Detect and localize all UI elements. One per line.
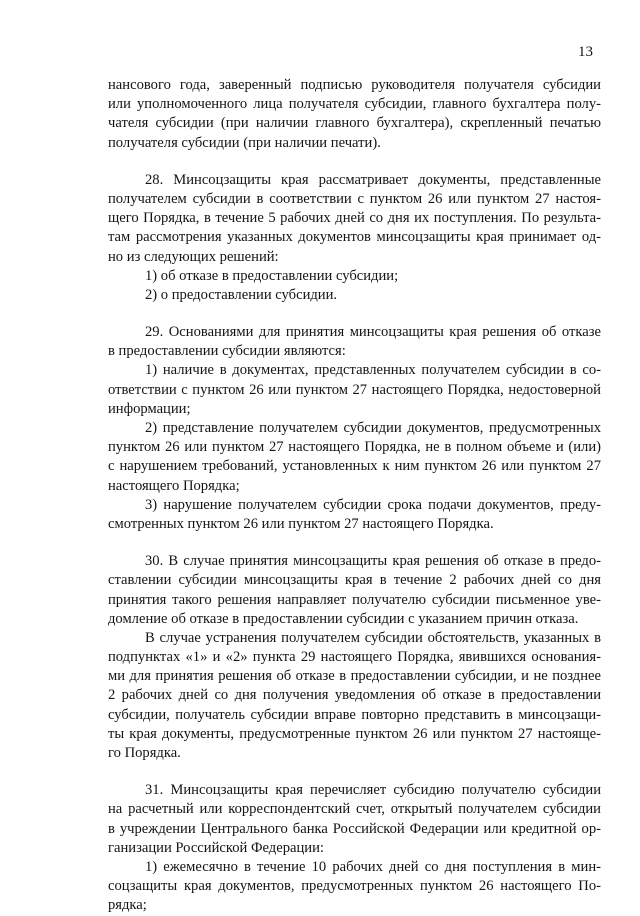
text-line: там рассмотрения указанных документов минсоцзащиты края принимает од- (108, 229, 601, 246)
list-item-28-1 (108, 267, 601, 286)
text-line: чателя субсидии (при наличии главного бухгалтера), скрепленный печатью (108, 115, 601, 132)
text-line: рядка; (108, 897, 147, 914)
paragraph-29 (108, 323, 601, 361)
list-item-28-2 (108, 286, 601, 305)
text-line: 1) об отказе в предоставлении субсидии; (145, 267, 399, 284)
text-line: домление об отказе в предоставлении субсидии с указанием причин отказа. (108, 610, 579, 627)
paragraph-continuation (108, 76, 601, 153)
text-line: получателем субсидии в соответствии с пунктом 26 или пунктом 27 настоя- (108, 190, 601, 207)
text-line: на расчетный или корреспондентский счет, открытый получателем субсидии (108, 801, 601, 818)
text-line: ми для принятия решения об отказе в предоставлении субсидии, и не позднее (108, 668, 601, 685)
text-line: настоящего Порядка; (108, 477, 240, 494)
text-line: ганизации Российской Федерации: (108, 839, 324, 856)
text-line: 3) нарушение получателем субсидии срока подачи документов, преду- (145, 496, 601, 513)
text-line: в учреждении Центрального банка Российской Федерации или кредитной ор- (108, 820, 601, 837)
text-line: щего Порядка, в течение 5 рабочих дней со дня их поступления. По результа- (108, 210, 601, 227)
paragraph-31 (108, 781, 601, 858)
text-line: 31. Минсоцзащиты края перечисляет субсидию получателю субсидии (145, 782, 601, 799)
list-item-29-2 (108, 419, 601, 496)
text-line: смотренных пунктом 26 или пунктом 27 настоящего Порядка. (108, 515, 494, 532)
text-line: в предоставлении субсидии являются: (108, 343, 346, 360)
page-number: 13 (578, 44, 593, 60)
text-line: субсидии, получатель субсидии вправе повторно представить в минсоцзащи- (108, 706, 601, 723)
text-line: го Порядка. (108, 745, 181, 761)
text-line: ставлении субсидии минсоцзащиты края в течение 2 рабочих дней со дня (108, 572, 601, 589)
text-line: 29. Основаниями для принятия минсоцзащиты края решения об отказе (145, 324, 601, 341)
text-line: 2) о предоставлении субсидии. (145, 286, 338, 303)
text-line: 1) наличие в документах, представленных получателем субсидии в со- (145, 362, 601, 379)
list-item-29-3 (108, 496, 601, 534)
text-line: с нарушением требований, установленных к ним пунктом 26 или пунктом 27 (108, 458, 601, 475)
text-line: 2 рабочих дней со дня получения уведомления об отказе в предоставлении (108, 687, 601, 704)
text-line: или уполномоченного лица получателя субсидии, главного бухгалтера полу- (108, 96, 601, 113)
list-item-29-1 (108, 361, 601, 419)
text-line: 28. Минсоцзащиты края рассматривает документы, представленные (145, 171, 601, 188)
text-line: 30. В случае принятия минсоцзащиты края решения об отказе в предо- (145, 553, 601, 570)
text-line: подпунктах «1» и «2» пункта 29 настоящего Порядка, явившихся основания- (108, 649, 601, 666)
paragraph-30 (108, 552, 601, 629)
text-line: ответствии с пунктом 26 или пунктом 27 настоящего Порядка, недостоверной (108, 381, 601, 398)
paragraph-30-continued (108, 629, 601, 763)
text-line: получателя субсидии (при наличии печати). (108, 134, 381, 151)
text-line: соцзащиты края документов, предусмотренных пунктом 26 настоящего По- (108, 878, 601, 895)
text-line: ты края документы, предусмотренные пунктом 26 или пунктом 27 настояще- (108, 725, 601, 742)
text-line: информации; (108, 400, 191, 417)
text-line: принятия такого решения направляет получателю субсидии письменное уве- (108, 591, 601, 608)
text-line: 2) представление получателем субсидии документов, предусмотренных (145, 420, 601, 436)
list-item-31-1 (108, 858, 601, 916)
paragraph-28 (108, 171, 601, 267)
text-line: пунктом 26 или пунктом 27 настоящего Порядка, не в полном объеме и (или) (108, 439, 601, 456)
text-line: В случае устранения получателем субсидии обстоятельств, указанных в (145, 629, 601, 646)
text-line: нансового года, заверенный подписью руководителя получателя субсидии (108, 77, 601, 93)
document-body (108, 76, 601, 916)
text-line: но из следующих решений: (108, 248, 279, 265)
text-line: 1) ежемесячно в течение 10 рабочих дней со дня поступления в мин- (145, 858, 601, 875)
